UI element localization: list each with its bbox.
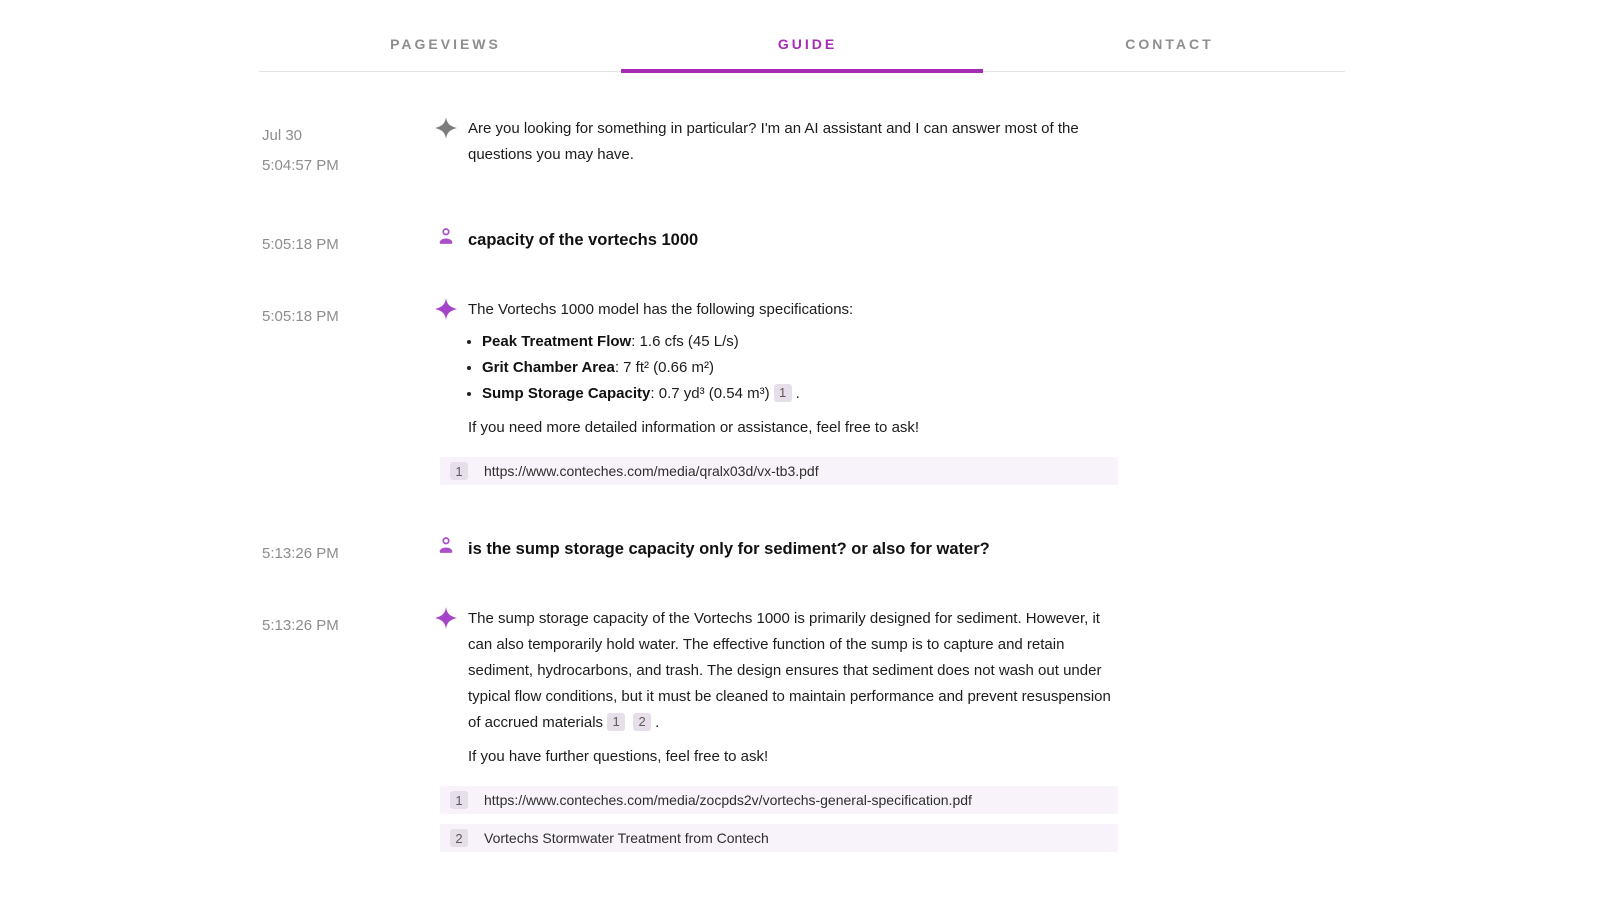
tab-contact-label: CONTACT (1125, 35, 1214, 52)
citation-text: Vortechs Stormwater Treatment from Contech (484, 830, 769, 846)
timestamp: 5:05:18 PM (262, 236, 339, 253)
spec-item: Peak Treatment Flow: 1.6 cfs (45 L/s) (482, 329, 1118, 355)
assistant-message-outro: If you have further questions, feel free to ask! (468, 748, 769, 765)
assistant-message: Are you looking for something in particular? I'm an AI assistant and I can answer most of the questions you may have. (468, 120, 1079, 163)
assistant-message-intro: The Vortechs 1000 model has the following specifications: (468, 301, 854, 318)
user-question: is the sump storage capacity only for sediment? or also for water? (468, 540, 990, 558)
tab-pageviews[interactable] (259, 16, 621, 71)
tab-contact[interactable] (983, 16, 1345, 71)
tab-guide-label: GUIDE (777, 35, 838, 52)
active-tab-indicator (621, 69, 983, 73)
timestamp: 5:13:26 PM (262, 545, 339, 562)
inline-citation-badge[interactable]: 2 (633, 713, 651, 731)
citation-link[interactable] (440, 457, 1118, 485)
citation-link[interactable] (440, 824, 1118, 852)
timestamp: 5:05:18 PM (262, 308, 339, 325)
citation-number-badge: 1 (450, 791, 468, 809)
citation-text: https://www.conteches.com/media/zocpds2v/vortechs-general-specification.pdf (484, 792, 972, 808)
timestamp: 5:13:26 PM (262, 617, 339, 634)
inline-citation-badge[interactable]: 1 (774, 384, 792, 402)
timestamp: Jul 30 5:04:57 PM (262, 127, 339, 174)
tab-bar (259, 16, 1345, 72)
assistant-message-outro: If you need more detailed information or assistance, feel free to ask! (468, 419, 920, 436)
inline-citation-badge[interactable]: 1 (607, 713, 625, 731)
tab-pageviews-label: PAGEVIEWS (390, 35, 501, 52)
spec-item: Sump Storage Capacity: 0.7 yd³ (0.54 m³) 1 . (482, 381, 1118, 407)
citation-link[interactable] (440, 786, 1118, 814)
citation-text: https://www.conteches.com/media/qralx03d/vx-tb3.pdf (484, 463, 819, 479)
tab-guide[interactable] (621, 16, 983, 71)
citation-number-badge: 1 (450, 462, 468, 480)
spec-list (440, 329, 1118, 407)
user-question: capacity of the vortechs 1000 (468, 231, 699, 249)
citation-number-badge: 2 (450, 829, 468, 847)
assistant-message: The sump storage capacity of the Vortechs 1000 is primarily designed for sediment. However, it can also temporarily hold water. The effective function of the sump is to capture and retain sediment, hydrocarbons, and trash. The design ensures that sediment does not wash out under typical flow conditions, but it must be cleaned to maintain performance and prevent resuspension of accrued materials 1 2 . (468, 610, 1111, 731)
spec-item: Grit Chamber Area: 7 ft² (0.66 m²) (482, 355, 1118, 381)
